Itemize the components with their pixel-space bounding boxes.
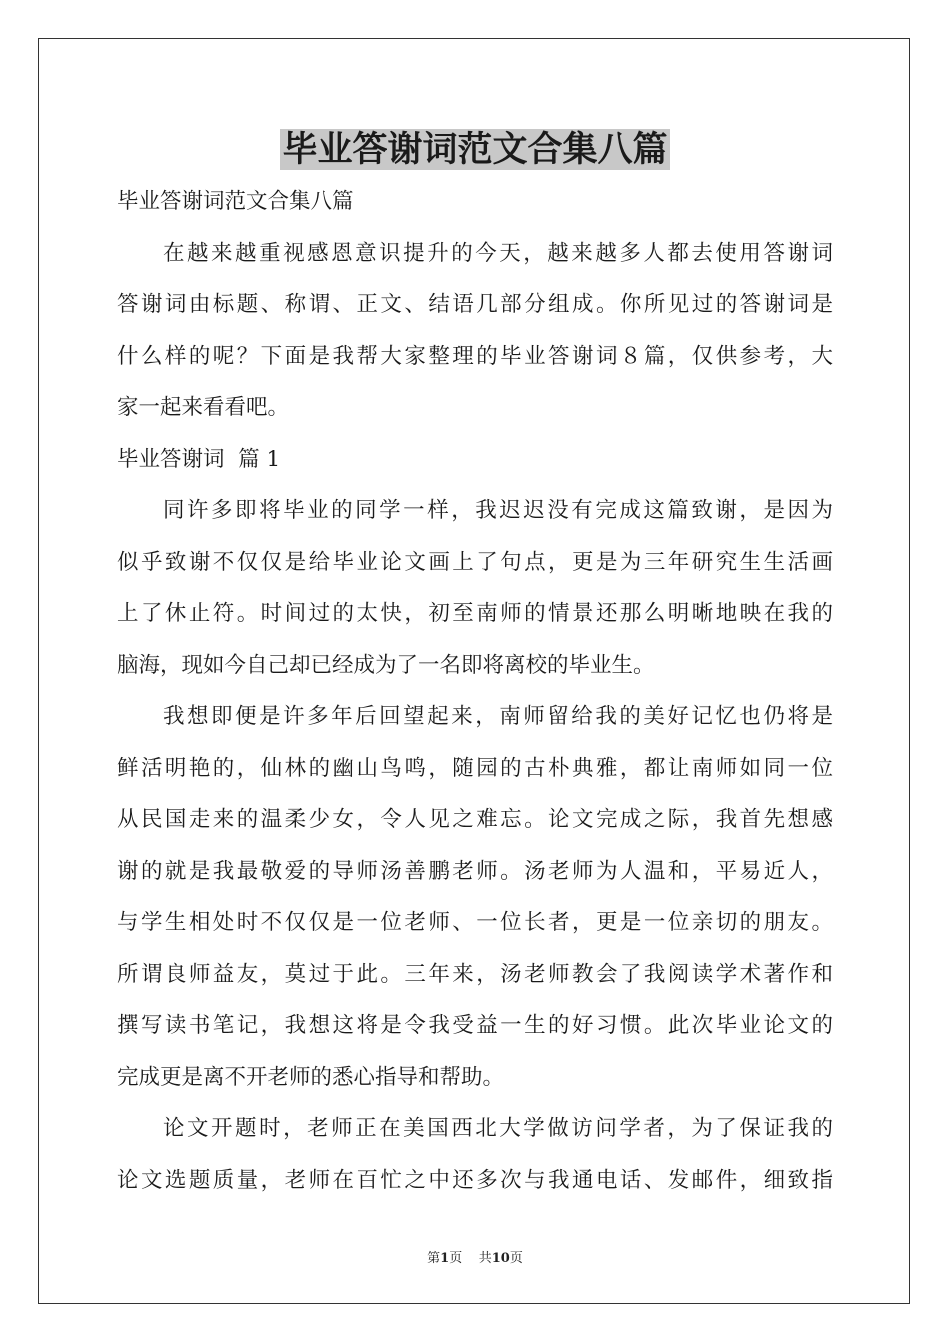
section-heading: 毕业答谢词 篇 1 — [117, 446, 281, 472]
body-paragraph-2 — [117, 691, 833, 1103]
intro-paragraph — [117, 228, 833, 434]
paragraph-line: 什么样的呢？下面是我帮大家整理的毕业答谢词８篇，仅供参考，大 — [117, 343, 833, 369]
document-title — [0, 124, 950, 176]
total-label-suffix: 页 — [509, 1251, 523, 1266]
paragraph-line: 鲜活明艳的，仙林的幽山鸟鸣，随园的古朴典雅，都让南师如同一位 — [117, 755, 833, 781]
total-label-prefix: 共 — [478, 1251, 492, 1266]
paragraph-line: 与学生相处时不仅仅是一位老师、一位长者，更是一位亲切的朋友。 — [117, 910, 833, 935]
paragraph-line: 家一起来看看吧。 — [117, 395, 290, 420]
paragraph-line: 完成更是离不开老师的悉心指导和帮助。 — [117, 1064, 505, 1090]
paragraph-line: 答谢词由标题、称谓、正文、结语几部分组成。你所见过的答谢词是 — [117, 292, 833, 317]
paragraph-line: 从民国走来的温柔少女，令人见之难忘。论文完成之际，我首先想感 — [117, 807, 833, 832]
paragraph-line: 脑海，现如今自己却已经成为了一名即将离校的毕业生。 — [117, 652, 655, 678]
paragraph-line: 论文开题时，老师正在美国西北大学做访问学者，为了保证我的 — [163, 1116, 833, 1141]
page-label-suffix: 页 — [449, 1251, 463, 1266]
page-number: 1 — [440, 1251, 450, 1266]
paragraph-line: 谢的就是我最敬爱的导师汤善鹏老师。汤老师为人温和，平易近人， — [117, 858, 833, 884]
document-body — [117, 176, 833, 1206]
paragraph-line: 同许多即将毕业的同学一样，我迟迟没有完成这篇致谢，是因为 — [163, 498, 833, 523]
paragraph-line: 撰写读书笔记，我想这将是令我受益一生的好习惯。此次毕业论文的 — [117, 1013, 833, 1038]
paragraph-line: 所谓良师益友，莫过于此。三年来，汤老师教会了我阅读学术著作和 — [117, 961, 833, 987]
paragraph-line: 在越来越重视感恩意识提升的今天，越来越多人都去使用答谢词 — [163, 240, 833, 266]
paragraph-line: 论文选题质量，老师在百忙之中还多次与我通电话、发邮件，细致指 — [117, 1167, 833, 1193]
paragraph-line: 上了休止符。时间过的太快，初至南师的情景还那么明晰地映在我的 — [117, 601, 833, 626]
page-label-prefix: 第 — [427, 1251, 441, 1266]
paragraph-line: 我想即便是许多年后回望起来，南师留给我的美好记忆也仍将是 — [163, 704, 833, 729]
body-paragraph-3 — [117, 1103, 833, 1206]
body-paragraph-1 — [117, 485, 833, 691]
document-title-text: 毕业答谢词范文合集八篇 — [282, 129, 668, 170]
total-pages: 10 — [491, 1251, 510, 1266]
paragraph-line: 似乎致谢不仅仅是给毕业论文画上了句点，更是为三年研究生生活画 — [117, 549, 833, 575]
page-footer — [0, 1247, 950, 1266]
document-subtitle: 毕业答谢词范文合集八篇 — [117, 189, 354, 214]
